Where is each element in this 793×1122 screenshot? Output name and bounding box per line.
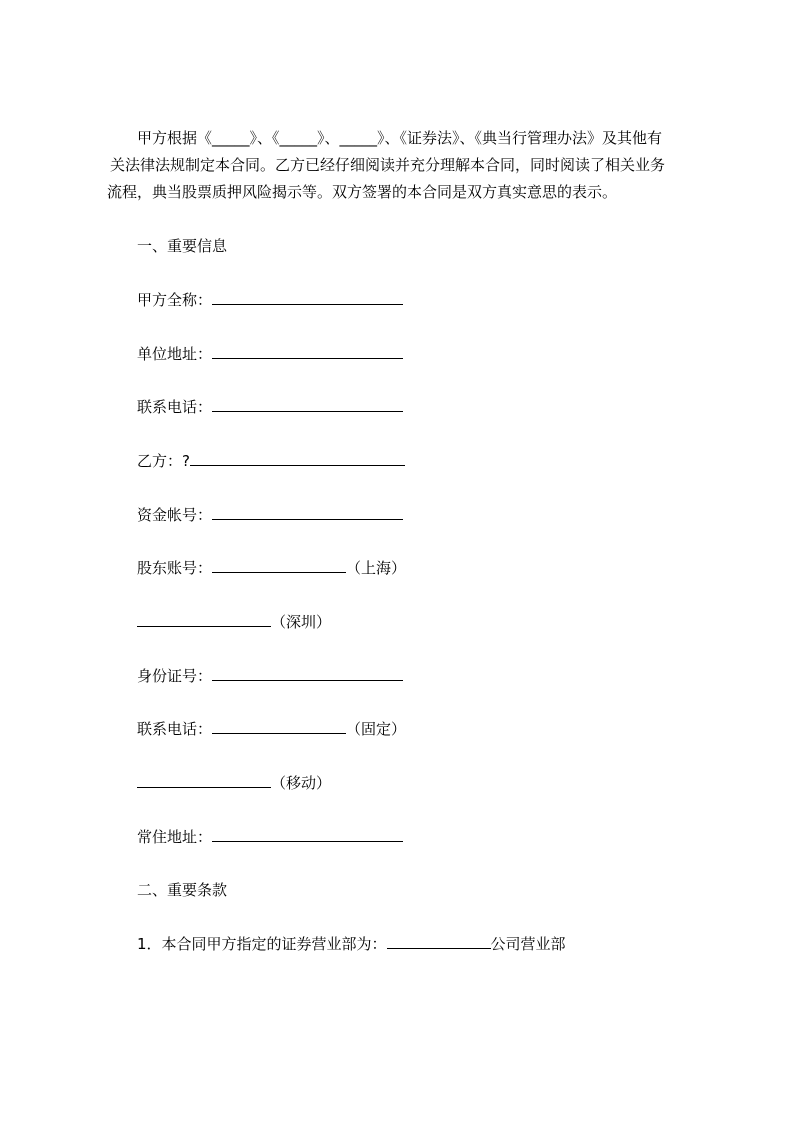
unit-address-blank[interactable]: [212, 343, 403, 359]
shareholder-account-label: 股东账号：: [137, 559, 213, 577]
clause-1-row: [137, 933, 566, 955]
fund-account-label: 资金帐号：: [137, 506, 213, 524]
mobile-label: （移动）: [271, 774, 332, 792]
id-number-label: 身份证号：: [137, 667, 213, 685]
party-b-row: [137, 450, 405, 472]
party-b-blank[interactable]: [190, 450, 405, 466]
party-a-name-blank[interactable]: [212, 289, 403, 305]
mobile-row: [137, 772, 331, 794]
contact-phone-2-row: [137, 718, 406, 740]
shenzhen-label: （深圳）: [271, 613, 332, 631]
fund-account-blank[interactable]: [212, 504, 403, 520]
contact-phone-blank[interactable]: [212, 396, 403, 412]
intro-line-1: 甲方根据《_____》、《_____》、_____》、《证券法》、《典当行管理办法》及其他有: [137, 129, 663, 147]
fixed-label: （固定）: [346, 720, 407, 738]
clause-1-suffix: 公司营业部: [490, 935, 566, 953]
contact-phone-2-label: 联系电话：: [137, 720, 213, 738]
section-1-heading: 一、重要信息: [137, 237, 228, 255]
fixed-phone-blank[interactable]: [212, 718, 346, 734]
shareholder-account-row: [137, 557, 406, 579]
section-2-heading: 二、重要条款: [137, 881, 228, 899]
id-number-row: [137, 665, 403, 687]
unit-address-label: 单位地址：: [137, 345, 213, 363]
shareholder-account-sz-blank[interactable]: [137, 611, 271, 627]
contact-phone-label: 联系电话：: [137, 398, 213, 416]
residence-address-label: 常住地址：: [137, 828, 213, 846]
party-a-name-label: 甲方全称：: [137, 291, 213, 309]
id-number-blank[interactable]: [212, 665, 403, 681]
intro-line-2: 关法律法规制定本合同。乙方已经仔细阅读并充分理解本合同，同时阅读了相关业务: [110, 156, 666, 174]
intro-line-3: 流程，典当股票质押风险揭示等。双方签署的本合同是双方真实意思的表示。: [107, 183, 618, 201]
unit-address-row: [137, 343, 403, 365]
shenzhen-row: [137, 611, 331, 633]
shareholder-account-sh-blank[interactable]: [212, 557, 346, 573]
residence-address-blank[interactable]: [212, 826, 403, 842]
securities-branch-blank[interactable]: [387, 933, 491, 949]
shanghai-label: （上海）: [346, 559, 407, 577]
contact-phone-row: [137, 396, 403, 418]
mobile-phone-blank[interactable]: [137, 772, 271, 788]
residence-address-row: [137, 826, 403, 848]
party-a-name-row: [137, 289, 403, 311]
fund-account-row: [137, 504, 403, 526]
clause-1-prefix: 1．本合同甲方指定的证券营业部为：: [137, 935, 387, 953]
party-b-label: 乙方：?: [137, 452, 190, 470]
